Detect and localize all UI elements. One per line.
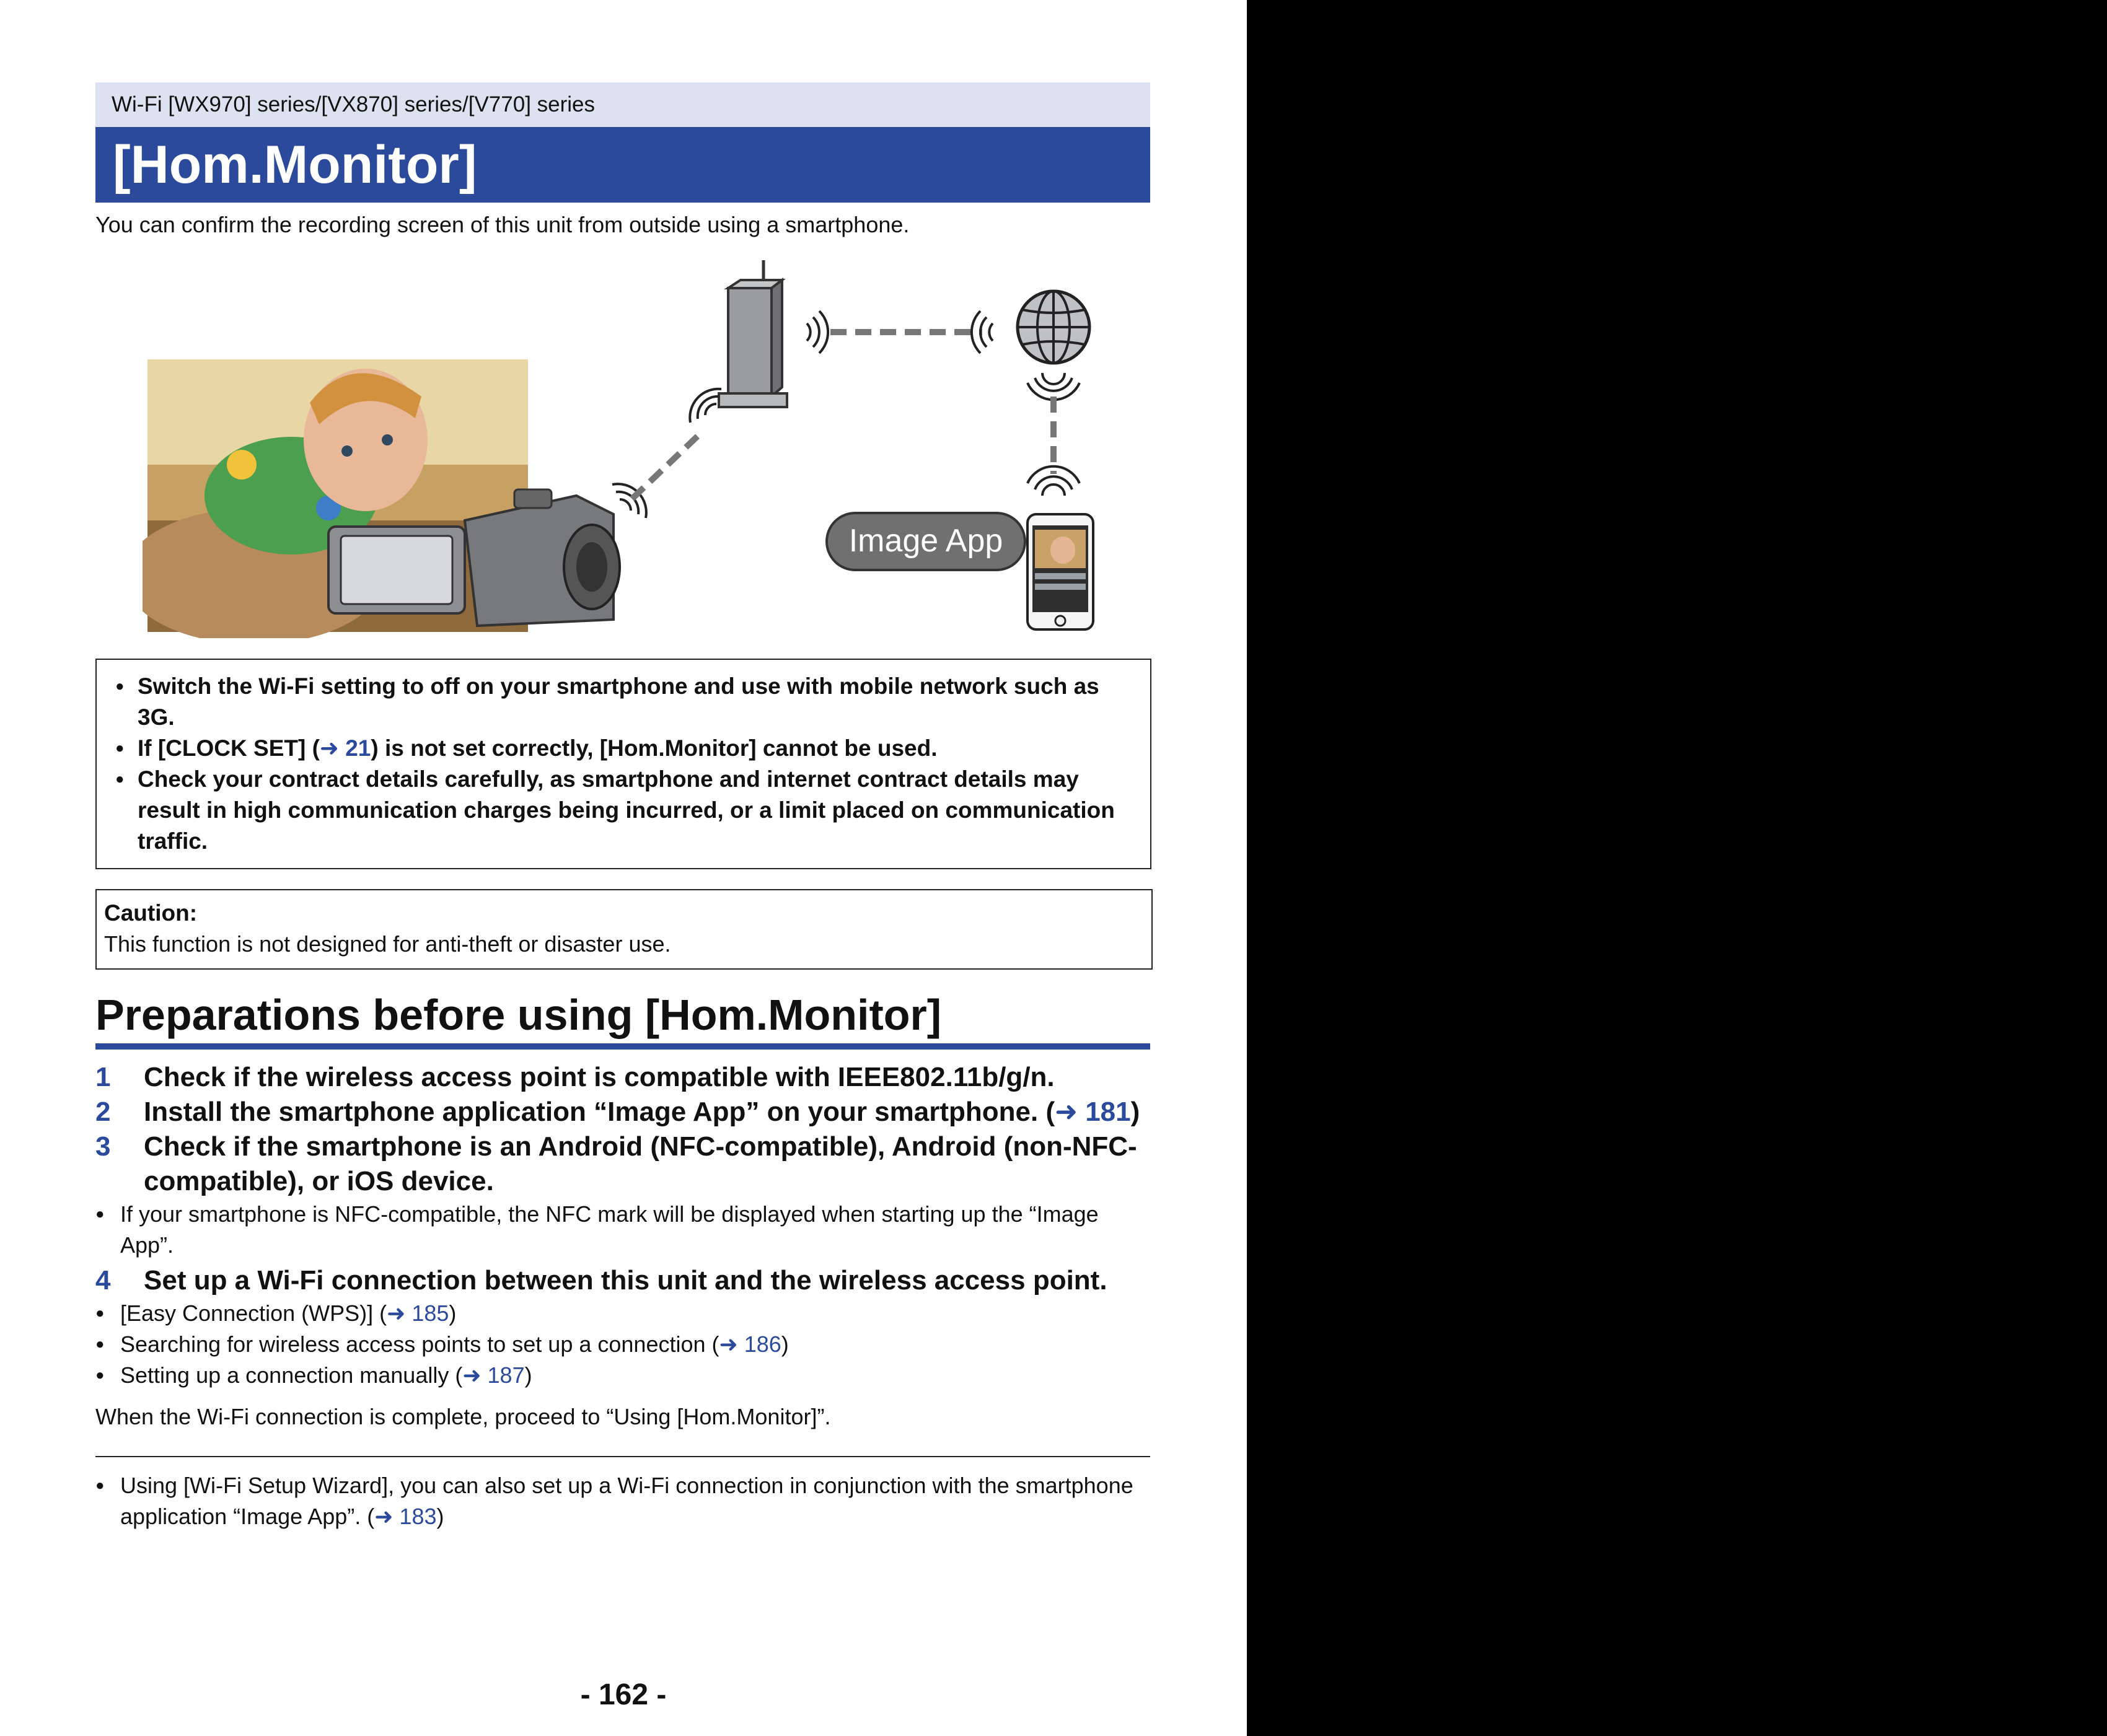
page-link[interactable]: ➜ 187 [462,1362,525,1388]
note-item: ● Check your contract details carefully, as smartphone and internet contract details may result in high communication charges being incurred, or a limit placed on communication traffic. [115,764,1132,857]
step-number: 2 [95,1097,111,1127]
step-number: 1 [95,1062,111,1092]
step-note: ● [Easy Connection (WPS)] (➜ 185) [95,1298,1155,1329]
step-note: ● Searching for wireless access points to set up a connection (➜ 186) [95,1329,1155,1360]
section-heading: Preparations before using [Hom.Monitor] [95,985,1150,1050]
caution-text: This function is not designed for anti-theft or disaster use. [104,931,671,957]
caution-title: Caution: [104,900,198,926]
completion-text: When the Wi-Fi connection is complete, proceed to “Using [Hom.Monitor]”. [95,1404,831,1429]
footnote: ● Using [Wi-Fi Setup Wizard], you can also set up a Wi-Fi connection in conjunction with the smartphone application “Image App”. (➜ 183) [95,1470,1186,1532]
intro-text: You can confirm the recording screen of this unit from outside using a smartphone. [95,212,910,237]
caution-box [95,889,1153,970]
step-number: 4 [95,1265,111,1295]
phone-wifi-waves [1027,467,1080,496]
page-link[interactable]: ➜ 21 [319,735,371,761]
internet-globe-icon [1018,291,1089,363]
page-number: - 162 - [580,1678,667,1711]
step-text: Check if the wireless access point is compatible with IEEE802.11b/g/n. [144,1062,1055,1092]
step-text: Install the smartphone application “Image App” on your smartphone. (➜ 181) [144,1097,1140,1127]
page-link[interactable]: ➜ 186 [719,1331,781,1357]
page-title: [Hom.Monitor] [95,127,1150,203]
right-black-panel [1247,0,2107,1736]
series-header: Wi-Fi [WX970] series/[VX870] series/[V770] series [95,82,1150,127]
step-item [95,1263,1155,1298]
step-note: ● Setting up a connection manually (➜ 187) [95,1360,1155,1391]
step-text: Set up a Wi-Fi connection between this unit and the wireless access point. [144,1265,1107,1295]
page-link[interactable]: ➜ 185 [387,1300,449,1326]
notes-box [95,659,1151,869]
smartphone-icon [1027,514,1093,629]
page-link[interactable]: ➜ 181 [1055,1097,1131,1127]
camera-router-link [632,431,703,499]
note-item: ● If [CLOCK SET] (➜ 21) is not set correctly, [Hom.Monitor] cannot be used. [115,733,1132,764]
image-app-label: Image App [848,523,1003,559]
router-icon [719,260,787,407]
step-item [95,1129,1155,1199]
step-item [95,1060,1155,1095]
step-number: 3 [95,1131,111,1162]
note-item: ● Switch the Wi-Fi setting to off on your smartphone and use with mobile network such as 3G. [115,671,1132,733]
steps-list [95,1060,1155,1391]
step-text: Check if the smartphone is an Android (NFC-compatible), Android (non-NFC-compatible), or iOS device. [144,1131,1137,1196]
home-monitor-illustration [143,254,1128,638]
image-app-badge [827,513,1025,570]
step-note: ● If your smartphone is NFC-compatible, the NFC mark will be displayed when starting up the “Image App”. [95,1199,1155,1261]
step-item [95,1095,1155,1129]
divider [95,1456,1150,1457]
page-link[interactable]: ➜ 183 [374,1504,437,1529]
